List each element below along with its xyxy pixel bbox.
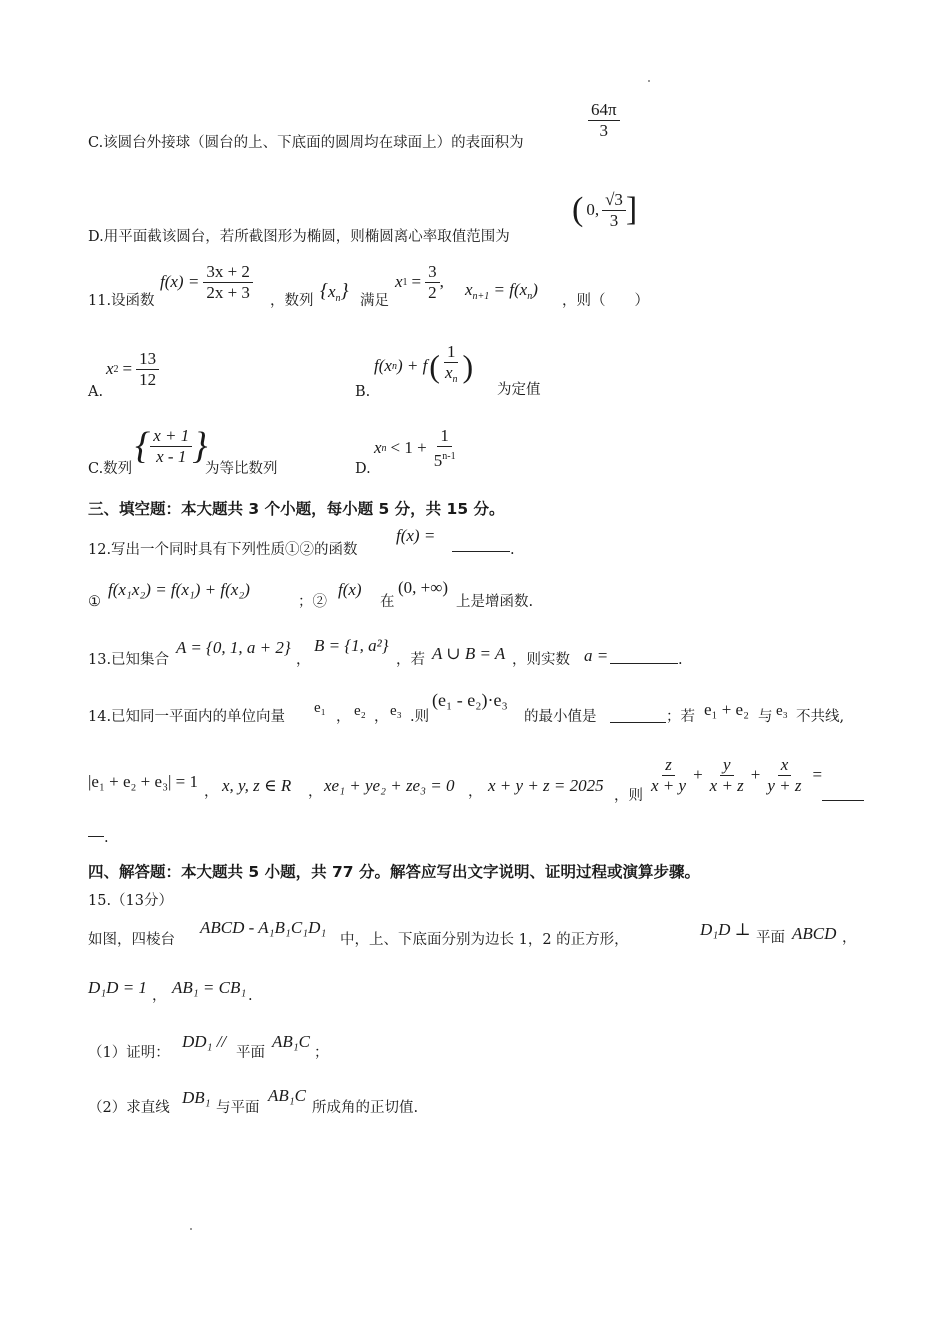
- q15-ab1c-2: AB₁C: [268, 1086, 307, 1105]
- section-4-heading: 四、解答题：本大题共 5 小题，共 77 分。解答应写出文字说明、证明过程或演算步骤。: [88, 863, 700, 881]
- scan-dot: [648, 80, 650, 82]
- q12-function: f(x) =: [396, 526, 436, 545]
- q14-end: .: [104, 830, 109, 846]
- q14-expression: (e₁ - e₂)·e₃: [432, 690, 508, 710]
- q11-sequence: $\{x_n\}$: [320, 280, 349, 304]
- q14-comma5: ，: [468, 784, 483, 800]
- q11-b-text: 为定值: [497, 382, 541, 398]
- fraction-denominator: x - 1: [156, 446, 187, 466]
- q15-part1: （1）证明：: [88, 1045, 170, 1061]
- fraction-numerator: z: [662, 755, 675, 776]
- q14-e3: e₃: [390, 703, 402, 719]
- fraction-numerator: x: [778, 755, 792, 776]
- q15-heading: 15.（13分）: [88, 893, 174, 909]
- q11-mid1: ，数列: [270, 293, 314, 309]
- q14-dot: .则: [410, 709, 430, 725]
- q14-semi: ；若: [666, 709, 695, 725]
- q12-property2: f(x): [338, 580, 362, 599]
- fraction-denominator: 5: [433, 450, 443, 470]
- q15-cond1: D₁D = 1: [88, 978, 147, 997]
- q11-function: [160, 258, 253, 306]
- option-c-text: [88, 133, 524, 153]
- q13-tail: ，则实数: [512, 652, 570, 668]
- q15-plane: 平面: [756, 930, 785, 946]
- scan-dot: [190, 1228, 192, 1230]
- fraction-numerator: 3x + 2: [203, 262, 253, 283]
- q15-part2: （2）求直线: [88, 1100, 170, 1116]
- option-d-text: [88, 227, 510, 247]
- section-3-heading: 三、填空题：本大题共 3 个小题，每小题 5 分，共 15 分。: [88, 500, 505, 518]
- q14-e2: e₂: [354, 703, 366, 719]
- q15-cond2: AB₁ = CB₁: [172, 978, 247, 997]
- fraction-numerator: 1: [437, 426, 452, 447]
- initial-term: x: [395, 272, 403, 291]
- q15-part1-plane: 平面: [236, 1045, 265, 1061]
- q15-comma: ，: [842, 930, 857, 946]
- fraction-denominator: 12: [139, 369, 157, 389]
- q14-not-collinear: 不共线,: [796, 709, 845, 725]
- q15-line1a: 如图，四棱台: [88, 932, 175, 948]
- q12-sep: ；②: [298, 594, 327, 610]
- q13-end: .: [678, 652, 683, 668]
- q11-initial: x 1 = $\frac{3}{2}$ ,: [395, 261, 444, 302]
- recurrence-rhs: = f(x: [493, 280, 528, 299]
- q11-mid2: 满足: [360, 293, 389, 309]
- fraction-numerator: x + 1: [153, 425, 190, 445]
- q11-option-d: x n < 1 + $\frac{1}{5^{n-1}}$: [374, 425, 456, 470]
- q14-abs: |e₁ + e₂ + e₃| = 1: [88, 772, 198, 791]
- q14-sum-xyz: x + y + z = 2025: [488, 776, 604, 795]
- q11-c-text: 为等比数列: [205, 461, 278, 477]
- q12-answer-blank[interactable]: [452, 535, 510, 552]
- fraction-numerator: 13: [136, 349, 159, 370]
- q14-prefix: 14.已知同一平面内的单位向量: [88, 709, 286, 725]
- fraction-numerator: 64π: [588, 100, 620, 121]
- q13-set-a: A = {0, 1, a + 2}: [176, 638, 291, 657]
- q11-option-c: { $\frac{x + 1}{x - 1}$ }: [135, 425, 208, 467]
- q12-circle1: ①: [88, 594, 101, 610]
- q15-solid: ABCD - A₁B₁C₁D₁: [200, 918, 327, 937]
- q13-comma: ，: [296, 652, 311, 668]
- q14-then: ，则: [614, 788, 643, 804]
- q15-part1-end: ；: [314, 1045, 329, 1061]
- q13-answer-blank[interactable]: [610, 647, 678, 664]
- q14-with: 与: [758, 709, 773, 725]
- inequality: < 1 +: [390, 438, 427, 457]
- q11-c-label: C.数列: [88, 461, 133, 477]
- function-lhs: f(x) =: [160, 272, 200, 291]
- fraction-numerator: 3: [425, 262, 440, 283]
- q14-answer-blank-2-cont[interactable]: [88, 822, 104, 837]
- q14-min: 的最小值是: [524, 709, 597, 725]
- q14-fractions: $\frac{z}{x + y}$ + $\frac{y}{x + z}$ + $\frac{x}{y + z}$ =: [648, 748, 822, 802]
- q15-part2-plane: 与平面: [216, 1100, 260, 1116]
- q11-b-label: B.: [355, 384, 371, 400]
- q14-linear: xe₁ + ye₂ + ze₃ = 0: [324, 776, 455, 795]
- q13-condition: A ∪ B = A: [432, 644, 506, 663]
- q12-line1: 12.写出一个同时具有下列性质①②的函数: [88, 542, 358, 558]
- q11-end: ，则（ ）: [562, 293, 649, 309]
- q14-comma3: ，: [204, 784, 219, 800]
- q15-db1: DB₁: [182, 1088, 211, 1107]
- q13-var: a =: [584, 646, 609, 665]
- fraction-denominator: 3: [609, 210, 619, 230]
- fraction-denominator: 2: [428, 282, 437, 302]
- q13-set-b: B = {1, a²}: [314, 636, 389, 655]
- q14-comma1: ，: [336, 709, 351, 725]
- q12-end: .: [510, 542, 515, 558]
- recurrence-lhs: x: [465, 280, 473, 299]
- q14-sum: e₁ + e₂: [704, 700, 750, 719]
- fraction-denominator: x + z: [709, 775, 744, 795]
- q11-recurrence: $x_{n+1} = f(x_n)$: [465, 280, 538, 302]
- q12-interval: (0, +∞): [398, 578, 449, 597]
- fraction-numerator: √3: [602, 190, 626, 211]
- q15-part2-end: 所成角的正切值.: [312, 1100, 419, 1116]
- q15-ab1c: AB₁C: [272, 1032, 311, 1051]
- q14-answer-blank-2[interactable]: [822, 784, 864, 801]
- fraction-numerator: y: [720, 755, 734, 776]
- q11-d-label: D.: [355, 461, 371, 477]
- q14-e1: e₁: [314, 700, 326, 716]
- q15-dd1: DD₁ //: [182, 1032, 227, 1051]
- fraction-denominator: 3: [599, 121, 609, 140]
- q13-mid: ，若: [396, 652, 425, 668]
- q11-a-label: A.: [88, 384, 104, 400]
- q14-xyz: x, y, z ∈ R: [222, 776, 292, 795]
- q15-line1b: 中，上、下底面分别为边长 1，2 的正方形，: [340, 932, 629, 948]
- q13-prefix: 13.已知集合: [88, 652, 170, 668]
- equals-sign: =: [812, 765, 823, 784]
- q15-period: .: [248, 988, 253, 1004]
- q12-property1: f(x₁x₂) = f(x₁) + f(x₂): [108, 580, 250, 599]
- interval-left: 0,: [586, 200, 600, 219]
- q14-comma4: ，: [308, 784, 323, 800]
- q11-option-b: f(x n ) + f ( $\frac{1}{x_n}$ ): [374, 342, 474, 385]
- option-c-fraction: [588, 100, 620, 141]
- fraction-denominator: x + y: [651, 775, 687, 795]
- q11-prefix: 11.设函数: [88, 293, 155, 309]
- q14-comma2: ，: [374, 709, 389, 725]
- q15-perp: D₁D ⊥: [700, 920, 751, 939]
- option-d-interval: ( 0, $\frac{√3}{3}$ ]: [572, 189, 638, 230]
- q15-abcd: ABCD: [792, 924, 837, 943]
- fraction-denominator: y + z: [767, 775, 802, 795]
- option-c-label: C.该圆台外接球（圆台的上、下底面的圆周均在球面上）的表面积为: [88, 135, 524, 151]
- sequence-symbol: x: [328, 282, 336, 301]
- fraction-denominator: 2x + 3: [206, 282, 250, 302]
- option-d-label: D.用平面截该圆台，若所截图形为椭圆，则椭圆离心率取值范围为: [88, 229, 510, 245]
- q14-answer-blank-1[interactable]: [610, 706, 666, 723]
- q14-e3b: e₃: [776, 703, 788, 719]
- q11-option-a: x 2 = $\frac{13}{12}$: [106, 345, 159, 393]
- q12-in: 在: [380, 594, 395, 610]
- q15-comma2: ，: [152, 988, 167, 1004]
- q12-tail: 上是增函数.: [456, 594, 534, 610]
